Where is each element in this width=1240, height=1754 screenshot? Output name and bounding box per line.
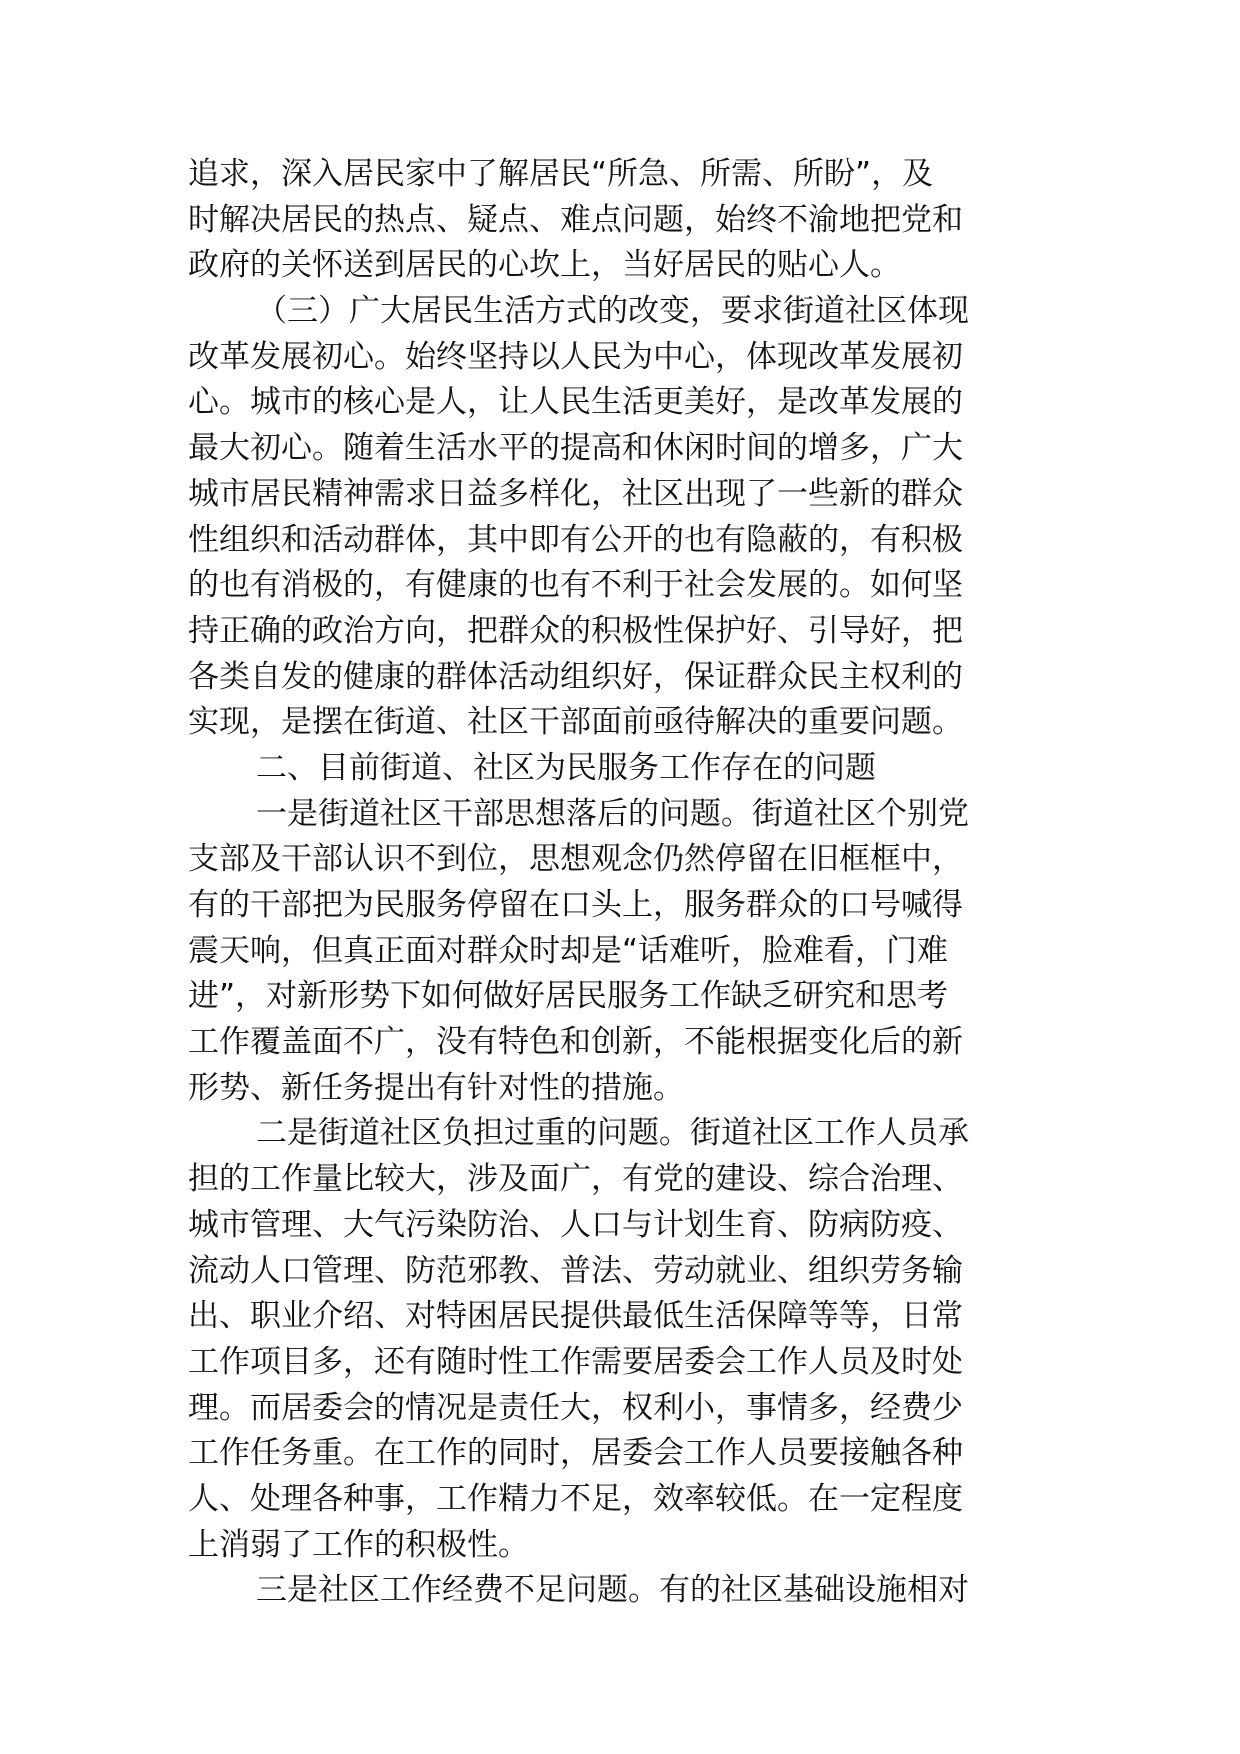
text-line: 支部及干部认识不到位，思想观念仍然停留在旧框框中， xyxy=(188,841,963,878)
text-line: 理。而居委会的情况是责任大，权利小，事情多，经费少 xyxy=(188,1389,963,1426)
text-line: 最大初心。随着生活水平的提高和休闲时间的增多，广大 xyxy=(188,430,963,467)
text-line: 工作任务重。在工作的同时，居委会工作人员要接触各种 xyxy=(188,1435,963,1472)
text-line: 性组织和活动群体，其中即有公开的也有隐蔽的，有积极 xyxy=(188,521,963,558)
text-line: 政府的关怀送到居民的心坎上，当好居民的贴心人。 xyxy=(188,247,901,284)
text-line: 实现，是摆在街道、社区干部面前亟待解决的重要问题。 xyxy=(188,704,963,741)
text-line: 工作项目多，还有随时性工作需要居委会工作人员及时处 xyxy=(188,1343,963,1380)
text-line: 上消弱了工作的积极性。 xyxy=(188,1526,529,1563)
text-line: 三是社区工作经费不足问题。有的社区基础设施相对 xyxy=(256,1572,969,1609)
text-line: 一是街道社区干部思想落后的问题。街道社区个别党 xyxy=(256,795,969,832)
text-line: 进”，对新形势下如何做好居民服务工作缺乏研究和思考 xyxy=(188,978,949,1015)
text-line: 城市管理、大气污染防治、人口与计划生育、防病防疫、 xyxy=(188,1206,963,1243)
text-line: 的也有消极的，有健康的也有不利于社会发展的。如何坚 xyxy=(188,567,963,604)
text-line: 心。城市的核心是人，让人民生活更美好，是改革发展的 xyxy=(188,384,963,421)
document-body xyxy=(188,152,1054,1614)
text-line: 流动人口管理、防范邪教、普法、劳动就业、组织劳务输 xyxy=(188,1252,963,1289)
text-line: 城市居民精神需求日益多样化，社区出现了一些新的群众 xyxy=(188,475,963,512)
text-line: 二是街道社区负担过重的问题。街道社区工作人员承 xyxy=(256,1115,969,1152)
text-line: 各类自发的健康的群体活动组织好，保证群众民主权利的 xyxy=(188,658,963,695)
text-line: 震天响，但真正面对群众时却是“话难听，脸难看，门难 xyxy=(188,932,949,969)
text-line: 追求，深入居民家中了解居民“所急、所需、所盼”，及 xyxy=(188,156,934,192)
text-line: （三）广大居民生活方式的改变，要求街道社区体现 xyxy=(256,293,969,330)
text-line: 时解决居民的热点、疑点、难点问题，始终不渝地把党和 xyxy=(188,201,963,238)
text-line: 有的干部把为民服务停留在口头上，服务群众的口号喊得 xyxy=(188,887,963,923)
text-line: 形势、新任务提出有针对性的措施。 xyxy=(188,1069,684,1106)
text-line: 出、职业介绍、对特困居民提供最低生活保障等等，日常 xyxy=(188,1298,963,1335)
text-line: 改革发展初心。始终坚持以人民为中心，体现改革发展初 xyxy=(188,338,963,375)
text-line: 二、目前街道、社区为民服务工作存在的问题 xyxy=(256,749,876,786)
text-line: 工作覆盖面不广，没有特色和创新，不能根据变化后的新 xyxy=(188,1024,963,1061)
text-line: 人、处理各种事，工作精力不足，效率较低。在一定程度 xyxy=(188,1480,963,1517)
text-line: 担的工作量比较大，涉及面广，有党的建设、综合治理、 xyxy=(188,1161,963,1198)
text-line: 持正确的政治方向，把群众的积极性保护好、引导好，把 xyxy=(188,612,963,649)
